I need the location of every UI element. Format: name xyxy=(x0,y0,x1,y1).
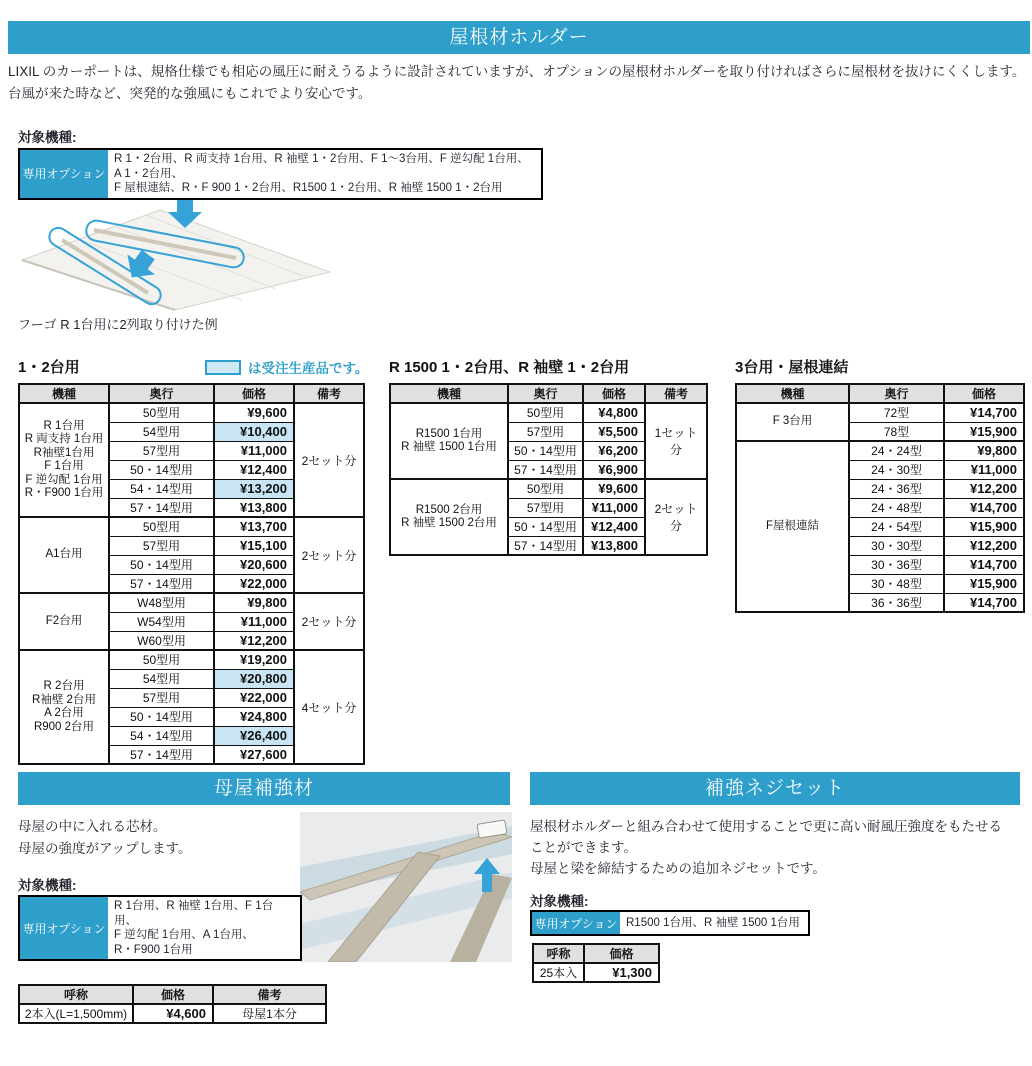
depth-cell: 50・14型用 xyxy=(109,555,214,574)
depth-cell: 50・14型用 xyxy=(508,517,583,536)
description-line: 母屋の強度がアップします。 xyxy=(18,841,192,856)
target-models-line: R 1・2台用、R 両支持 1台用、R 袖壁 1・2台用、F 1〜3台用、F 逆勾配 1台用、A 1・2台用、 xyxy=(114,153,529,180)
note-cell: 2セット分 xyxy=(645,479,707,555)
column-header: 価格 xyxy=(133,985,213,1004)
section-banner-roof-holder xyxy=(8,21,1030,54)
depth-cell: 24・30型 xyxy=(849,460,944,479)
description-line: 母屋の中に入れる芯材。 xyxy=(18,819,167,834)
depth-cell: 50・14型用 xyxy=(508,441,583,460)
depth-cell: 78型 xyxy=(849,422,944,441)
price-table-neji xyxy=(532,943,660,983)
depth-cell: 57型用 xyxy=(109,688,214,707)
table-row xyxy=(19,593,364,612)
price-cell: ¥13,200 xyxy=(214,479,294,498)
depth-cell: 50型用 xyxy=(109,403,214,422)
price-cell: ¥10,400 xyxy=(214,422,294,441)
note-cell: 2セット分 xyxy=(294,593,364,650)
price-cell: ¥12,400 xyxy=(583,517,645,536)
table-row xyxy=(390,479,707,498)
target-models-text xyxy=(620,912,806,934)
made-to-order-swatch-icon xyxy=(205,360,241,375)
price-cell: ¥14,700 xyxy=(944,555,1024,574)
table-row xyxy=(736,441,1024,460)
table-row xyxy=(390,403,707,422)
price-cell: ¥13,800 xyxy=(214,498,294,517)
price-cell: ¥9,800 xyxy=(214,593,294,612)
target-models-line: R・F900 1台用 xyxy=(114,943,193,956)
price-cell: ¥15,900 xyxy=(944,422,1024,441)
column-header: 備考 xyxy=(645,384,707,403)
depth-cell: 30・48型 xyxy=(849,574,944,593)
moya-description xyxy=(18,816,298,860)
depth-cell: 2本入(L=1,500mm) xyxy=(19,1004,133,1023)
depth-cell: 54・14型用 xyxy=(109,726,214,745)
table-title-3dai: 3台用・屋根連結 xyxy=(735,359,849,376)
table-title-r1500: R 1500 1・2台用、R 袖壁 1・2台用 xyxy=(389,359,630,376)
column-header: 呼称 xyxy=(533,944,584,963)
depth-cell: 57・14型用 xyxy=(109,498,214,517)
table-row xyxy=(19,517,364,536)
made-to-order-legend xyxy=(205,357,368,377)
price-cell: ¥1,300 xyxy=(584,963,659,982)
target-models-label: 対象機種: xyxy=(530,894,589,909)
depth-cell: 50型用 xyxy=(508,479,583,498)
table-row xyxy=(533,963,659,982)
note-cell: 2セット分 xyxy=(294,403,364,517)
column-header: 機種 xyxy=(736,384,849,403)
section-title-neji: 補強ネジセット xyxy=(704,778,845,799)
price-cell: ¥15,900 xyxy=(944,574,1024,593)
price-table-r1500 xyxy=(389,383,708,556)
price-cell: ¥9,600 xyxy=(583,479,645,498)
price-cell: ¥12,200 xyxy=(944,479,1024,498)
section-banner-moya xyxy=(18,772,510,805)
target-models-box xyxy=(530,910,810,936)
depth-cell: 57・14型用 xyxy=(109,574,214,593)
price-cell: ¥14,700 xyxy=(944,498,1024,517)
header-row xyxy=(19,985,326,1004)
column-header: 備考 xyxy=(294,384,364,403)
column-header: 価格 xyxy=(583,384,645,403)
depth-cell: 24・36型 xyxy=(849,479,944,498)
price-cell: ¥11,000 xyxy=(944,460,1024,479)
price-cell: ¥20,800 xyxy=(214,669,294,688)
depth-cell: 30・30型 xyxy=(849,536,944,555)
description-line: 母屋と梁を締結するための追加ネジセットです。 xyxy=(530,861,826,876)
price-cell: ¥9,600 xyxy=(214,403,294,422)
depth-cell: 24・48型 xyxy=(849,498,944,517)
depth-cell: W60型用 xyxy=(109,631,214,650)
price-table-1-2dai xyxy=(18,383,365,765)
exclusive-option-badge: 専用オプション xyxy=(20,897,108,959)
depth-cell: 50・14型用 xyxy=(109,707,214,726)
column-header: 奥行 xyxy=(109,384,214,403)
target-models-label: 対象機種: xyxy=(18,878,77,893)
note-cell: 母屋1本分 xyxy=(213,1004,326,1023)
target-models-box xyxy=(18,895,302,961)
table-row xyxy=(19,1004,326,1023)
depth-cell: 54・14型用 xyxy=(109,479,214,498)
depth-cell: 36・36型 xyxy=(849,593,944,612)
model-cell: F屋根連結 xyxy=(736,441,849,612)
price-table-moya xyxy=(18,984,327,1024)
price-cell: ¥5,500 xyxy=(583,422,645,441)
price-cell: ¥12,200 xyxy=(944,536,1024,555)
target-models-text xyxy=(108,150,541,198)
depth-cell: 54型用 xyxy=(109,422,214,441)
depth-cell: 57・14型用 xyxy=(109,745,214,764)
depth-cell: 57型用 xyxy=(508,498,583,517)
price-cell: ¥20,600 xyxy=(214,555,294,574)
price-cell: ¥12,400 xyxy=(214,460,294,479)
section-title-roof-holder: 屋根材ホルダー xyxy=(449,27,589,48)
price-cell: ¥26,400 xyxy=(214,726,294,745)
note-cell: 4セット分 xyxy=(294,650,364,764)
column-header: 価格 xyxy=(584,944,659,963)
column-header: 奥行 xyxy=(849,384,944,403)
made-to-order-label: は受注生産品です。 xyxy=(248,361,369,376)
price-cell: ¥12,200 xyxy=(214,631,294,650)
price-cell: ¥15,100 xyxy=(214,536,294,555)
model-cell: A1台用 xyxy=(19,517,109,593)
target-models-line: F 屋根連結、R・F 900 1・2台用、R1500 1・2台用、R 袖壁 1500 1・2台用 xyxy=(114,182,503,194)
column-header: 価格 xyxy=(214,384,294,403)
model-cell: R 1台用 R 両支持 1台用 R袖壁1台用 F 1台用 F 逆勾配 1台用 R・F900 1台用 xyxy=(19,403,109,517)
description-line: LIXIL のカーポートは、規格仕様でも相応の風圧に耐えうるように設計されていますが、オプションの屋根材ホルダーを取り付ければさらに屋根材を抜けにくくします。 xyxy=(8,64,1026,79)
column-header: 機種 xyxy=(19,384,109,403)
table-title-1-2dai: 1・2台用 xyxy=(18,359,80,376)
depth-cell: 57型用 xyxy=(109,441,214,460)
table-row xyxy=(19,403,364,422)
depth-cell: W48型用 xyxy=(109,593,214,612)
model-cell: R1500 2台用 R 袖壁 1500 2台用 xyxy=(390,479,508,555)
price-cell: ¥22,000 xyxy=(214,688,294,707)
depth-cell: 54型用 xyxy=(109,669,214,688)
column-header: 呼称 xyxy=(19,985,133,1004)
depth-cell: 24・54型 xyxy=(849,517,944,536)
model-cell: R1500 1台用 R 袖壁 1500 1台用 xyxy=(390,403,508,479)
price-cell: ¥4,600 xyxy=(133,1004,213,1023)
target-models-line: R1500 1台用、R 袖壁 1500 1台用 xyxy=(626,916,800,929)
price-cell: ¥22,000 xyxy=(214,574,294,593)
description-line: 台風が来た時など、突発的な強風にもこれでより安心です。 xyxy=(8,86,372,101)
price-cell: ¥11,000 xyxy=(214,441,294,460)
header-row xyxy=(19,384,364,403)
price-cell: ¥11,000 xyxy=(214,612,294,631)
price-cell: ¥15,900 xyxy=(944,517,1024,536)
price-cell: ¥9,800 xyxy=(944,441,1024,460)
neji-description xyxy=(530,816,1025,879)
header-row xyxy=(390,384,707,403)
price-cell: ¥14,700 xyxy=(944,593,1024,612)
model-cell: R 2台用 R袖壁 2台用 A 2台用 R900 2台用 xyxy=(19,650,109,764)
roof-holder-description xyxy=(8,61,1028,105)
model-cell: F 3台用 xyxy=(736,403,849,441)
column-header: 備考 xyxy=(213,985,326,1004)
depth-cell: 72型 xyxy=(849,403,944,422)
price-cell: ¥6,900 xyxy=(583,460,645,479)
depth-cell: 50・14型用 xyxy=(109,460,214,479)
column-header: 機種 xyxy=(390,384,508,403)
section-title-moya: 母屋補強材 xyxy=(213,778,314,799)
depth-cell: 57・14型用 xyxy=(508,536,583,555)
price-cell: ¥14,700 xyxy=(944,403,1024,422)
depth-cell: 57型用 xyxy=(109,536,214,555)
price-cell: ¥6,200 xyxy=(583,441,645,460)
target-models-text xyxy=(108,897,300,959)
price-table-3dai xyxy=(735,383,1025,613)
figure-caption: フーゴ R 1台用に2列取り付けた例 xyxy=(18,317,218,332)
section-banner-neji xyxy=(530,772,1020,805)
table-row xyxy=(736,403,1024,422)
target-models-line: R 1台用、R 袖壁 1台用、F 1台用、 xyxy=(114,900,274,927)
header-row xyxy=(533,944,659,963)
depth-cell: 57型用 xyxy=(508,422,583,441)
depth-cell: 50型用 xyxy=(508,403,583,422)
description-line: 屋根材ホルダーと組み合わせて使用することで更に高い耐風圧強度をもたせる xyxy=(530,819,1002,834)
note-cell: 2セット分 xyxy=(294,517,364,593)
price-cell: ¥19,200 xyxy=(214,650,294,669)
column-header: 価格 xyxy=(944,384,1024,403)
depth-cell: 24・24型 xyxy=(849,441,944,460)
depth-cell: 50型用 xyxy=(109,650,214,669)
depth-cell: 30・36型 xyxy=(849,555,944,574)
target-models-box xyxy=(18,148,543,200)
moya-photo xyxy=(300,812,512,962)
price-cell: ¥24,800 xyxy=(214,707,294,726)
header-row xyxy=(736,384,1024,403)
table-row xyxy=(19,650,364,669)
exclusive-option-badge: 専用オプション xyxy=(20,150,108,198)
depth-cell: 57・14型用 xyxy=(508,460,583,479)
price-cell: ¥4,800 xyxy=(583,403,645,422)
target-models-line: F 逆勾配 1台用、A 1台用、 xyxy=(114,929,254,941)
roof-holder-illustration xyxy=(20,200,332,312)
note-cell: 1セット分 xyxy=(645,403,707,479)
price-cell: ¥11,000 xyxy=(583,498,645,517)
description-line: ことができます。 xyxy=(530,840,637,855)
price-cell: ¥13,800 xyxy=(583,536,645,555)
price-cell: ¥13,700 xyxy=(214,517,294,536)
depth-cell: 50型用 xyxy=(109,517,214,536)
exclusive-option-badge: 専用オプション xyxy=(532,912,620,934)
depth-cell: 25本入 xyxy=(533,963,584,982)
depth-cell: W54型用 xyxy=(109,612,214,631)
target-models-label: 対象機種: xyxy=(18,130,77,145)
price-cell: ¥27,600 xyxy=(214,745,294,764)
model-cell: F2台用 xyxy=(19,593,109,650)
column-header: 奥行 xyxy=(508,384,583,403)
